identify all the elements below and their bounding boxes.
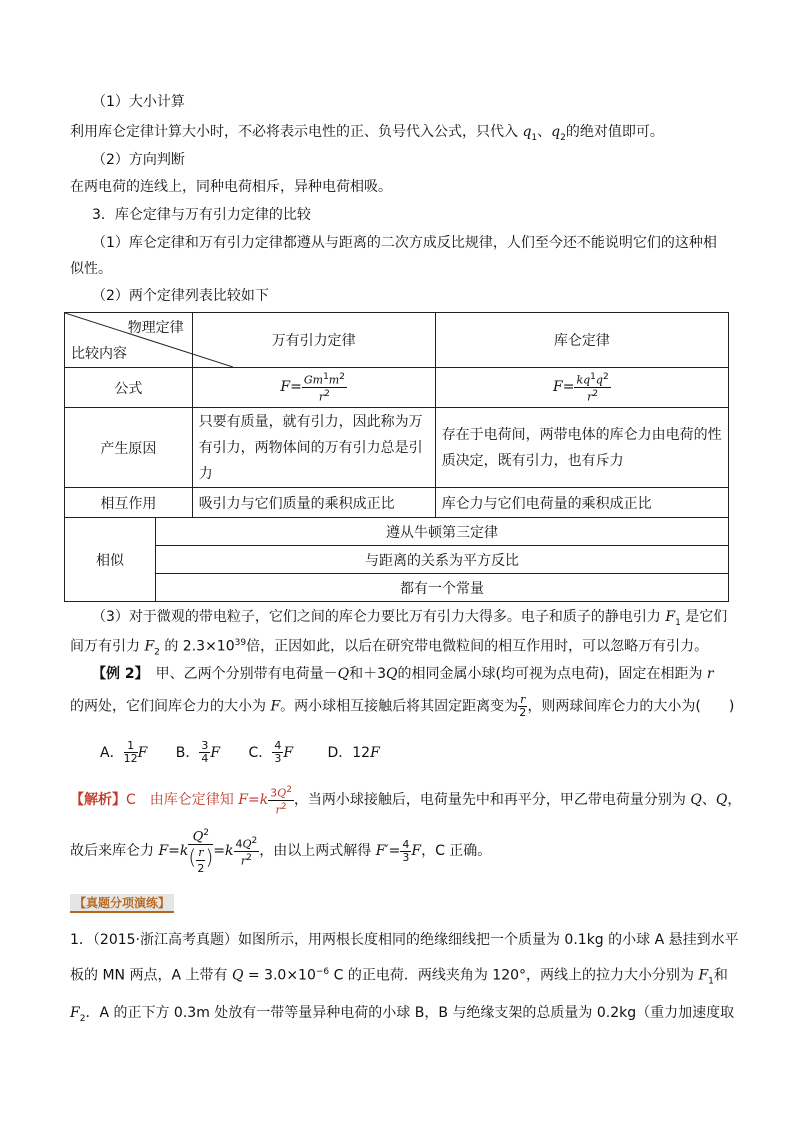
- corner-top-label: 物理定律: [127, 320, 184, 336]
- row-label-cause: 产生原因: [65, 408, 193, 488]
- option-c: C． $\frac{4}{3}$ F: [248, 739, 294, 765]
- table-corner-cell: [65, 313, 193, 368]
- heading-comparison: 3．库仑定律与万有引力定律的比较: [92, 207, 311, 223]
- example-options: [100, 740, 380, 765]
- cause-coulomb: 存在于电荷间，两带电体的库仑力由电荷的性质决定，既有引力，也有斥力: [435, 408, 728, 488]
- paragraph-magnitude: 利用库仑定律计算大小时，不必将表示电性的正、负号代入公式，只代入 $q_1$、$q_2$的绝对值即可。: [70, 124, 664, 143]
- header-coulomb: 库仑定律: [435, 313, 728, 368]
- solution-line-1: 【解析】C 由库仑定律知 F=k $\frac{3Q^2}{r^2}$ ，当两小球接触后，电荷量先中和再平分，甲乙带电荷量分别为 Q、Q，: [70, 785, 742, 817]
- section-practice-header: 【真题分项演练】: [70, 894, 174, 913]
- example-line-1: 【例 2】 甲、乙两个分别带有电荷量－Q和＋3Q的相同金属小球(均可视为点电荷)，固定在相距为 r: [92, 666, 714, 682]
- example-tag: 【例 2】: [92, 666, 142, 682]
- similar-constant: 都有一个常量: [156, 574, 729, 602]
- paragraph-inverse-square-b: 似性。: [70, 261, 112, 277]
- paragraph-micro-b: 间万有引力 $F_2$ 的 $2.3\times 10^{39}$倍，正因如此，以后在研究带电微粒间的相互作用时，可以忽略万有引力。: [70, 638, 709, 658]
- example-line-2: 的两处，它们间库仑力的大小为 F。两小球相互接触后将其固定距离变为 $\frac{r}{2}$ ，则两球间库仑力的大小为( ): [70, 693, 735, 719]
- corner-bottom-label: 比较内容: [71, 346, 127, 362]
- paragraph-table-intro: （2）两个定律列表比较如下: [92, 288, 269, 304]
- formula-coulomb: F= $\frac{kq^1q^2}{r^2}$: [435, 368, 728, 408]
- similar-inverse-square: 与距离的关系为平方反比: [156, 546, 729, 574]
- row-label-formula: 公式: [65, 368, 193, 408]
- question-line-3: $F_2$．A 的正下方 0.3m 处放有一带等量异种电荷的小球 B，B 与绝缘支架的总质量为 0.2kg（重力加速度取: [70, 1005, 735, 1024]
- comparison-table: [64, 312, 729, 602]
- option-a: A． $\frac{1}{12}$ F: [100, 739, 148, 765]
- option-d: D．12F: [327, 744, 380, 761]
- subheading-magnitude: （1）大小计算: [92, 94, 185, 110]
- similar-third-law: 遵从牛顿第三定律: [156, 518, 729, 546]
- header-gravitation: 万有引力定律: [192, 313, 435, 368]
- formula-gravitation: F= $\frac{Gm^1m^2}{r^2}$: [192, 368, 435, 408]
- question-line-2: 板的 MN 两点，A 上带有 $Q = 3.0\times 10^{-6}$ C 的正电荷．两线夹角为 120°，两线上的拉力大小分别为 $F_1$和: [70, 967, 728, 987]
- solution-tag: 【解析】: [70, 792, 126, 809]
- interaction-gravitation: 吸引力与它们质量的乘积成正比: [192, 488, 435, 518]
- cause-gravitation: 只要有质量，就有引力，因此称为万有引力，两物体间的万有引力总是引力: [192, 408, 435, 488]
- paragraph-direction: 在两电荷的连线上，同种电荷相斥，异种电荷相吸。: [70, 179, 392, 195]
- interaction-coulomb: 库仑力与它们电荷量的乘积成正比: [435, 488, 728, 518]
- paragraph-micro-a: （3）对于微观的带电粒子，它们之间的库仑力要比万有引力大得多。电子和质子的静电引力 $F_1$ 是它们: [92, 609, 728, 628]
- solution-line-2: 故后来库仑力 F=k $Q^2$ ( $\frac{r}{2}$ ) =k $\frac{4Q^2}{r^2}$ ，由以上两式解得 F′= $\frac{4}{3}$ F，C 正确。: [70, 828, 492, 876]
- subheading-direction: （2）方向判断: [92, 152, 185, 168]
- option-b: B． $\frac{3}{4}$ F: [175, 739, 221, 765]
- question-line-1: 1．（2015·浙江高考真题）如图所示，用两根长度相同的绝缘细线把一个质量为 0.1kg 的小球 A 悬挂到水平: [70, 932, 739, 948]
- row-label-interaction: 相互作用: [65, 488, 193, 518]
- paragraph-inverse-square-a: （1）库仑定律和万有引力定律都遵从与距离的二次方成反比规律，人们至今还不能说明它们的这种相: [92, 235, 717, 251]
- row-label-similar: 相似: [65, 518, 156, 602]
